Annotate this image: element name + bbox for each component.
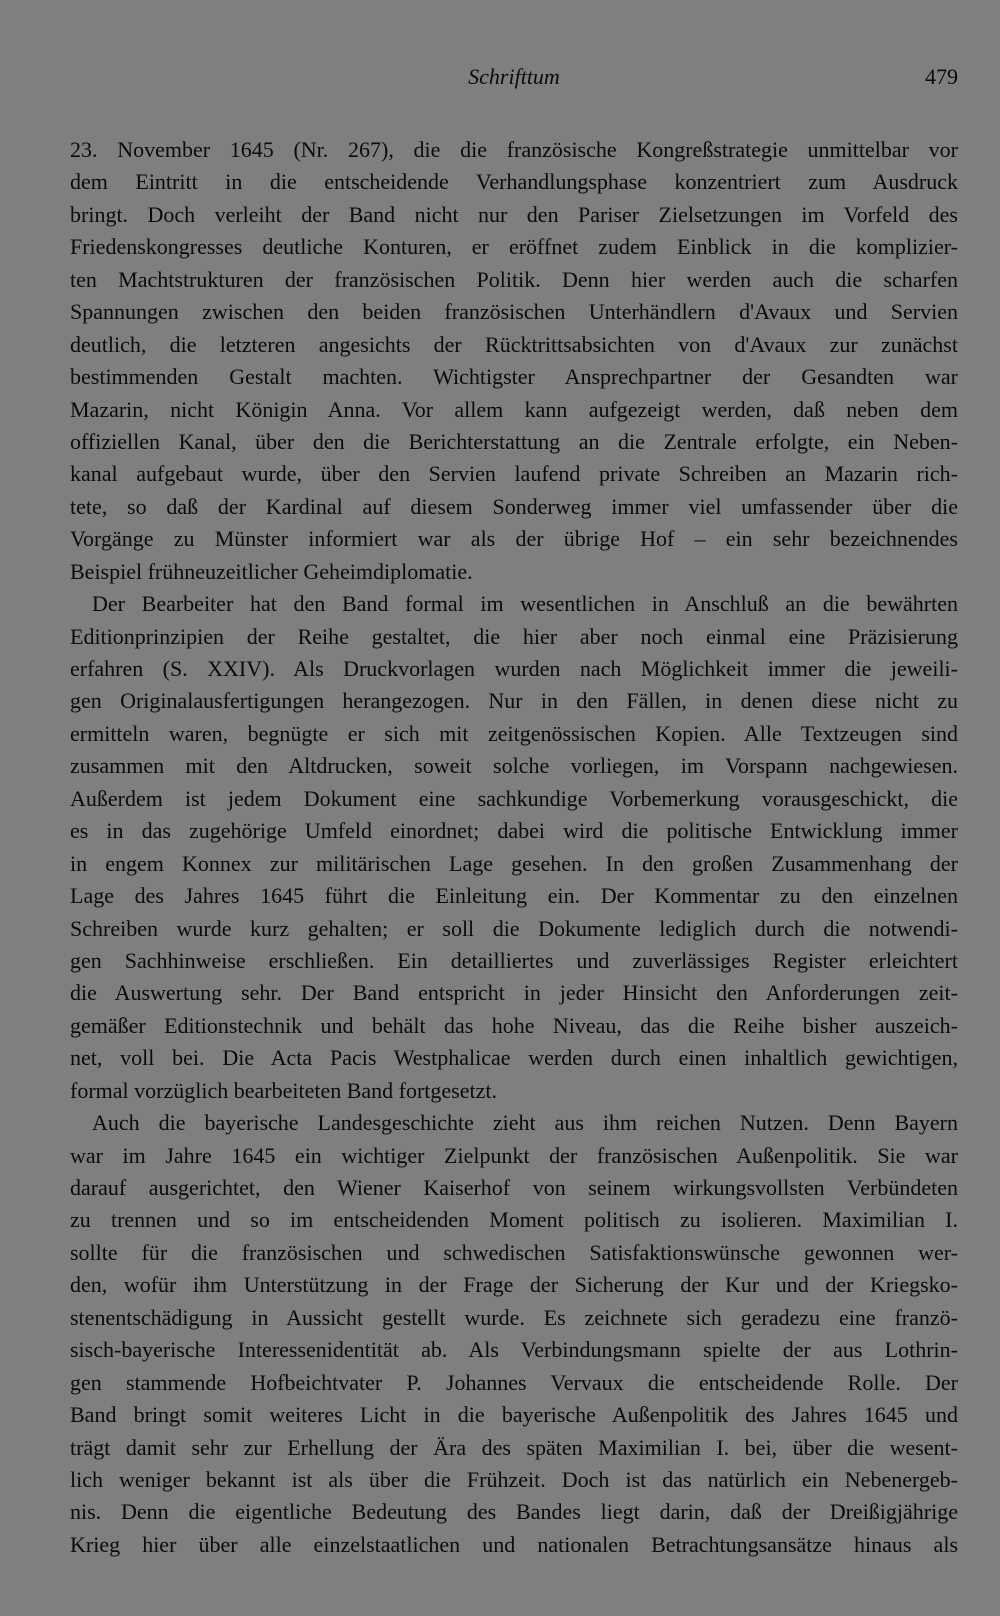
text-line: gemäßer Editionstechnik und behält das hohe Niveau, das die Reihe bisher auszeich- (70, 1012, 958, 1038)
text-line: lich weniger bekannt ist als über die Frühzeit. Doch ist das natürlich ein Nebenergeb- (70, 1466, 958, 1492)
text-line: gen Sachhinweise erschließen. Ein detailliertes und zuverlässiges Register erleichtert (70, 947, 958, 973)
text-line: zu trennen und so im entscheidenden Moment politisch zu isolieren. Maximilian I. (70, 1207, 958, 1233)
text-line: offiziellen Kanal, über den die Berichterstattung an die Zentrale erfolgte, ein Neben- (70, 428, 958, 454)
text-line: erfahren (S. XXIV). Als Druckvorlagen wurden nach Möglichkeit immer die jeweili- (70, 656, 958, 681)
text-line: Der Bearbeiter hat den Band formal im wesentlichen in Anschluß an die bewährten (92, 591, 958, 617)
text-line: 23. November 1645 (Nr. 267), die die französische Kongreßstrategie unmittelbar vor (70, 137, 958, 162)
running-header (70, 64, 958, 96)
text-line: Band bringt somit weiteres Licht in die bayerische Außenpolitik des Jahres 1645 und (70, 1402, 958, 1428)
text-line: nis. Denn die eigentliche Bedeutung des Bandes liegt darin, daß der Dreißigjährige (70, 1499, 958, 1525)
text-line: ten Machtstrukturen der französischen Politik. Denn hier werden auch die scharfen (70, 266, 958, 292)
text-line: zusammen mit den Altdrucken, soweit solche vorliegen, im Vorspann nachgewiesen. (70, 753, 958, 779)
text-line: gen Originalausfertigungen herangezogen. Nur in den Fällen, in denen diese nicht zu (70, 688, 958, 714)
text-line: die Auswertung sehr. Der Band entspricht in jeder Hinsicht den Anforderungen zeit- (70, 980, 958, 1006)
text-line: tete, so daß der Kardinal auf diesem Sonderweg immer viel umfassender über die (70, 493, 958, 519)
text-line: deutlich, die letzteren angesichts der Rücktrittsabsichten von d'Avaux zur zunächst (70, 331, 958, 357)
text-line: bestimmenden Gestalt machten. Wichtigster Ansprechpartner der Gesandten war (70, 364, 958, 390)
text-line: darauf ausgerichtet, den Wiener Kaiserhof von seinem wirkungsvollsten Verbündeten (70, 1175, 958, 1200)
text-line: Friedenskongresses deutliche Konturen, er eröffnet zudem Einblick in die komplizier- (70, 234, 958, 260)
text-line: Auch die bayerische Landesgeschichte zieht aus ihm reichen Nutzen. Denn Bayern (92, 1110, 958, 1136)
text-line: gen stammende Hofbeichtvater P. Johannes Vervaux die entscheidende Rolle. Der (70, 1369, 958, 1395)
text-line: Lage des Jahres 1645 führt die Einleitung ein. Der Kommentar zu den einzelnen (70, 883, 958, 909)
text-line: stenentschädigung in Aussicht gestellt wurde. Es zeichnete sich geradezu eine franzö- (70, 1304, 958, 1330)
text-line: sisch-bayerische Interessenidentität ab. Als Verbindungsmann spielte der aus Lothrin- (70, 1337, 958, 1363)
text-line: Vorgänge zu Münster informiert war als der übrige Hof – ein sehr bezeichnendes (70, 526, 958, 552)
text-line: war im Jahre 1645 ein wichtiger Zielpunkt der französischen Außenpolitik. Sie war (70, 1142, 958, 1168)
text-line: Schreiben wurde kurz gehalten; er soll die Dokumente lediglich durch die notwendi- (70, 915, 958, 941)
text-line: formal vorzüglich bearbeiteten Band fortgesetzt. (70, 1077, 497, 1103)
text-line: net, voll bei. Die Acta Pacis Westphalicae werden durch einen inhaltlich gewichtigen, (70, 1045, 958, 1071)
page-number: 479 (925, 64, 958, 89)
text-line: Editionprinzipien der Reihe gestaltet, die hier aber noch einmal eine Präzisierung (70, 623, 958, 649)
text-line: Beispiel frühneuzeitlicher Geheimdiplomatie. (70, 558, 473, 584)
text-line: Krieg hier über alle einzelstaatlichen und nationalen Betrachtungsansätze hinaus als (70, 1531, 958, 1557)
text-line: den, wofür ihm Unterstützung in der Frage der Sicherung der Kur und der Kriegsko- (70, 1272, 958, 1298)
text-line: Außerdem ist jedem Dokument eine sachkundige Vorbemerkung vorausgeschickt, die (70, 785, 958, 811)
text-line: Spannungen zwischen den beiden französischen Unterhändlern d'Avaux und Servien (70, 299, 958, 325)
text-line: bringt. Doch verleiht der Band nicht nur den Pariser Zielsetzungen im Vorfeld des (70, 201, 958, 227)
text-line: kanal aufgebaut wurde, über den Servien laufend private Schreiben an Mazarin rich- (70, 461, 958, 487)
body-text (70, 134, 958, 1561)
running-title: Schrifttum (468, 64, 560, 89)
text-line: trägt damit sehr zur Erhellung der Ära des späten Maximilian I. bei, über die wesent- (70, 1434, 958, 1460)
text-line: Mazarin, nicht Königin Anna. Vor allem kann aufgezeigt werden, daß neben dem (70, 396, 958, 422)
text-line: in engem Konnex zur militärischen Lage gesehen. In den großen Zusammenhang der (70, 850, 958, 876)
text-line: dem Eintritt in die entscheidende Verhandlungsphase konzentriert zum Ausdruck (70, 169, 958, 195)
text-line: ermitteln waren, begnügte er sich mit zeitgenössischen Kopien. Alle Textzeugen sind (70, 720, 958, 746)
text-line: sollte für die französischen und schwedischen Satisfaktionswünsche gewonnen wer- (70, 1239, 958, 1265)
text-line: es in das zugehörige Umfeld einordnet; dabei wird die politische Entwicklung immer (70, 818, 958, 844)
